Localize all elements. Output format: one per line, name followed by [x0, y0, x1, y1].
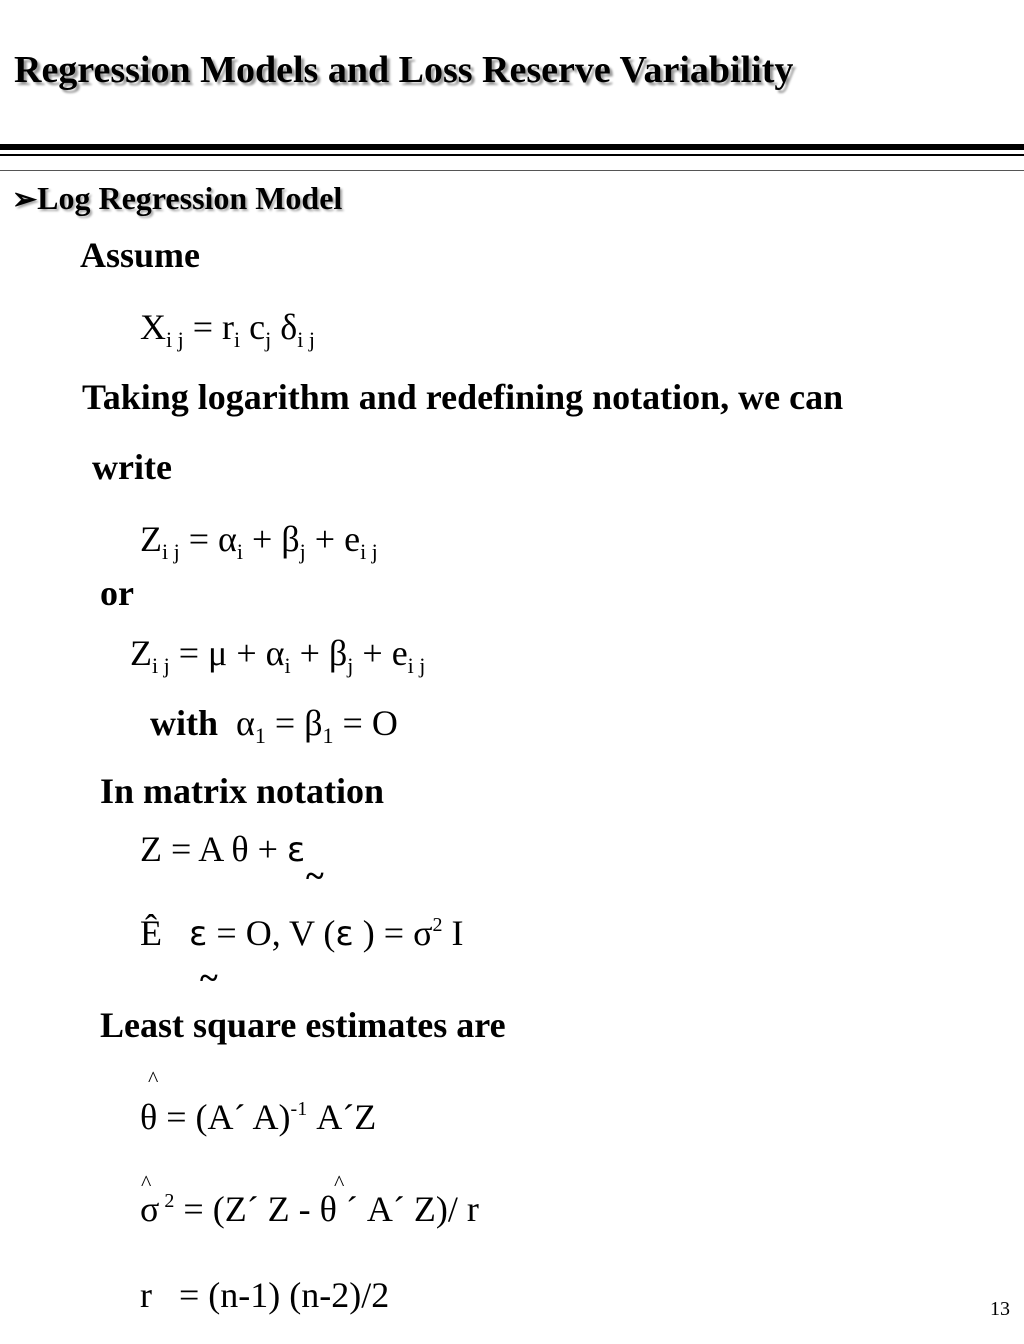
slide-title: Regression Models and Loss Reserve Variability: [14, 49, 794, 91]
eq3-z: Z: [130, 633, 152, 673]
eq2-alpha-sub: i: [236, 539, 244, 564]
equation-x-ij: [140, 306, 315, 352]
eq1-r: = r: [183, 307, 235, 347]
eq6-tail: A´Z: [307, 1097, 377, 1137]
eq7-sigma: σ: [140, 1189, 160, 1229]
equation-r: r = (n-1) (n-2)/2: [140, 1275, 390, 1315]
constraint-alpha: α: [236, 703, 255, 743]
eq1-x-sub: i j: [166, 327, 184, 352]
eq7-mid: = (Z´ Z -: [174, 1189, 320, 1229]
eq1-delta-sub: i j: [297, 327, 315, 352]
eq1-r-sub: i: [234, 327, 241, 352]
page-number: 13: [990, 1298, 1010, 1320]
theta-hat-mark: ^: [148, 1066, 159, 1091]
eq6-theta: θ: [140, 1097, 158, 1137]
eq5-epsilon-2: ε: [335, 914, 354, 954]
eq3-mu-alpha: = μ + α: [169, 633, 285, 673]
equation-sigma-hat: [140, 1188, 479, 1230]
eq2-beta-sub: j: [299, 539, 306, 564]
eq3-alpha-sub: i: [284, 653, 291, 678]
eq5-mid: = O, V (: [207, 913, 336, 953]
constraint-beta-sub: 1: [322, 723, 334, 748]
sigma-hat-mark: ^: [141, 1170, 152, 1195]
eq6-sup: -1: [290, 1098, 308, 1120]
taking-log-line2: write: [92, 447, 172, 487]
equation-z-ij-2: [130, 632, 426, 678]
eq5-epsilon-1: ε: [189, 914, 208, 954]
eq6-mid: = (A´ A): [157, 1097, 291, 1137]
title-rule-thick: [0, 144, 1024, 150]
arrow-bullet-icon: ➢: [12, 183, 38, 216]
equation-z-ij-1: [140, 518, 378, 564]
bullet-heading: [12, 180, 342, 217]
least-square-label: Least square estimates are: [100, 1005, 506, 1045]
constraint-rest: = O: [333, 703, 398, 743]
eq2-beta: + β: [243, 519, 300, 559]
eq5-rest: ) = σ: [353, 913, 433, 953]
eq7-tail: ´ A´ Z)/ r: [336, 1189, 479, 1229]
eq3-beta-sub: j: [347, 653, 354, 678]
constraint-alpha-sub: 1: [254, 723, 266, 748]
eq1-c-sub: j: [265, 327, 272, 352]
eq2-e-sub: i j: [360, 539, 378, 564]
eq4-text: Z = A θ +: [140, 829, 287, 869]
eq3-e-sub: i j: [407, 653, 426, 678]
assume-label: Assume: [80, 235, 201, 275]
eq7-theta: θ: [319, 1189, 337, 1229]
eq7-sup: 2: [159, 1190, 175, 1212]
eq1-c: c: [240, 307, 266, 347]
eq4-epsilon: ε: [286, 830, 306, 870]
equation-theta-hat: [140, 1096, 376, 1138]
eq2-z-sub: i j: [162, 539, 180, 564]
or-label: or: [100, 573, 134, 613]
constraint-beta: = β: [265, 703, 323, 743]
bullet-text: Log Regression Model: [37, 180, 343, 216]
eq1-delta: δ: [271, 307, 298, 347]
eq2-alpha: = α: [179, 519, 237, 559]
matrix-notation-label: In matrix notation: [100, 771, 385, 811]
equation-expectation: [140, 912, 463, 954]
constraint-line: [150, 702, 398, 748]
eq1-x: X: [140, 307, 166, 347]
eq5-tilde: ~: [200, 960, 218, 997]
eq3-z-sub: i j: [152, 653, 170, 678]
equation-matrix: [140, 828, 305, 870]
theta-hat-mark-2: ^: [334, 1170, 345, 1195]
eq3-beta: + β: [290, 633, 348, 673]
eq5-e: Ê: [140, 913, 162, 953]
eq4-tilde: ~: [306, 858, 324, 895]
eq3-e: + e: [353, 633, 408, 673]
taking-log-line1: Taking logarithm and redefining notation, we can: [82, 377, 844, 417]
eq5-tail: I: [442, 913, 464, 953]
eq5-sup: 2: [432, 914, 443, 936]
eq2-z: Z: [140, 519, 162, 559]
eq2-e: + e: [305, 519, 361, 559]
title-rule-faint: [0, 170, 1024, 171]
title-rule-thin: [0, 154, 1024, 156]
with-label: with: [150, 703, 219, 743]
